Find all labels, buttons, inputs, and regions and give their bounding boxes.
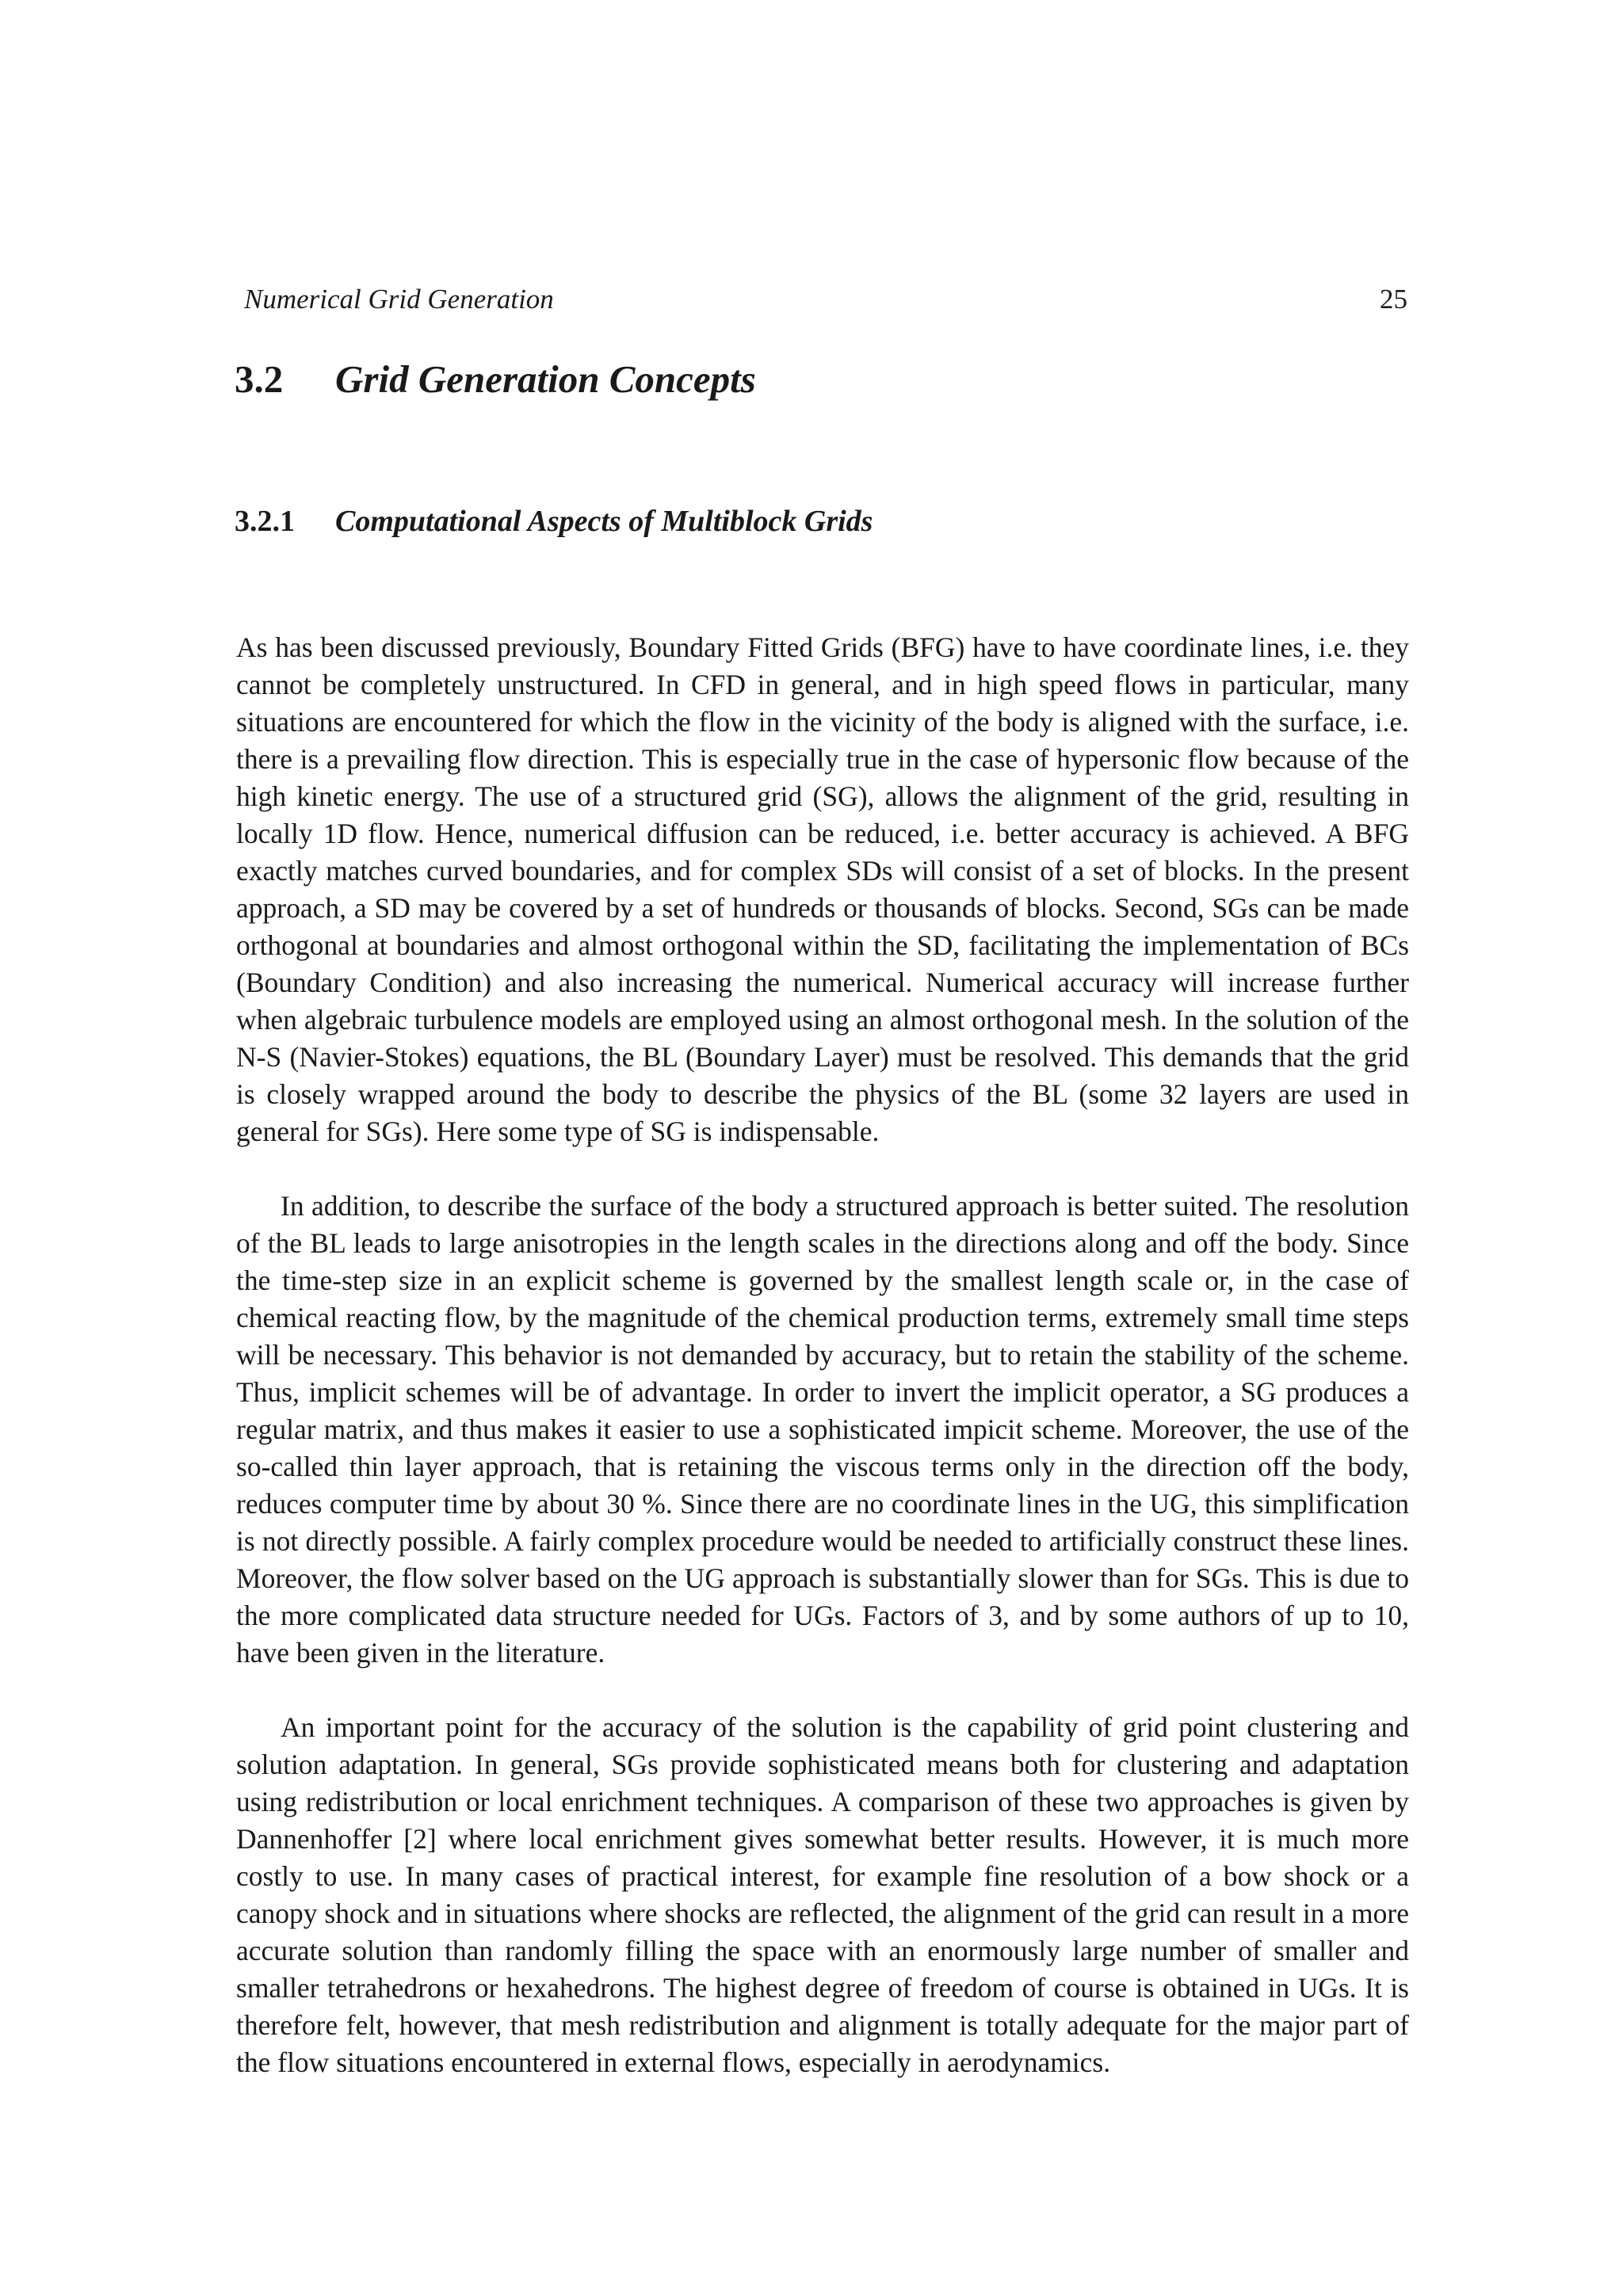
page-number: 25 bbox=[1380, 284, 1407, 315]
paragraph-2: In addition, to describe the surface of the body a structured approach is better suited. The resolution of the BL leads to large anisotropies in the length scales in the directions along and off the body. Since the time-step size in an explicit scheme is governed by the smallest length scale or, in the case of chemical reacting flow, by the magnitude of the chemical production terms, extremely small time steps will be necessary. This behavior is not demanded by accuracy, but to retain the stability of the scheme. Thus, implicit schemes will be of advantage. In order to invert the implicit operator, a SG produces a regular matrix, and thus makes it easier to use a sophisticated impicit scheme. Moreover, the use of the so-called thin layer approach, that is retaining the viscous terms only in the direction off the body, reduces computer time by about 30 %. Since there are no coordinate lines in the UG, this simplification is not directly possible. A fairly complex procedure would be needed to artificially construct these lines. Moreover, the flow solver based on the UG approach is substantially slower than for SGs. This is due to the more complicated data structure needed for UGs. Factors of 3, and by some authors of up to 10, have been given in the literature. bbox=[236, 1190, 1409, 1669]
section-number: 3.2 bbox=[235, 357, 284, 401]
subsection-number: 3.2.1 bbox=[235, 505, 295, 538]
subsection-heading bbox=[235, 501, 873, 542]
running-head bbox=[244, 280, 1407, 318]
section-heading bbox=[235, 353, 756, 406]
paragraph-1: As has been discussed previously, Boundary Fitted Grids (BFG) have to have coordinate lines, i.e. they cannot be completely unstructured. In CFD in general, and in high speed flows in particular, many situations are encountered for which the flow in the vicinity of the body is aligned with the surface, i.e. there is a prevailing flow direction. This is especially true in the case of hypersonic flow because of the high kinetic energy. The use of a structured grid (SG), allows the alignment of the grid, resulting in locally 1D flow. Hence, numerical diffusion can be reduced, i.e. better accuracy is achieved. A BFG exactly matches curved boundaries, and for complex SDs will consist of a set of blocks. In the present approach, a SD may be covered by a set of hundreds or thousands of blocks. Second, SGs can be made orthogonal at boundaries and almost orthogonal within the SD, facilitating the implementation of BCs (Boundary Condition) and also increasing the numerical. Numerical accuracy will increase further when algebraic turbulence models are employed using an almost orthogonal mesh. In the solution of the N-S (Navier-Stokes) equations, the BL (Boundary Layer) must be resolved. This demands that the grid is closely wrapped around the body to describe the physics of the BL (some 32 layers are used in general for SGs). Here some type of SG is indispensable. bbox=[236, 631, 1409, 1147]
subsection-title: Computational Aspects of Multiblock Grids bbox=[335, 505, 873, 538]
running-title: Numerical Grid Generation bbox=[244, 284, 554, 315]
body-text bbox=[236, 629, 1409, 2119]
section-title: Grid Generation Concepts bbox=[335, 357, 756, 401]
paragraph-3: An important point for the accuracy of the solution is the capability of grid point clustering and solution adaptation. In general, SGs provide sophisticated means both for clustering and adaptation using redistribution or local enrichment techniques. A comparison of these two approaches is given by Dannenhoffer [2] where local enrichment gives somewhat better results. However, it is much more costly to use. In many cases of practical interest, for example fine resolution of a bow shock or a canopy shock and in situations where shocks are reflected, the alignment of the grid can result in a more accurate solution than randomly filling the space with an enormously large number of smaller and smaller tetrahedrons or hexahedrons. The highest degree of freedom of course is obtained in UGs. It is therefore felt, however, that mesh redistribution and alignment is totally adequate for the major part of the flow situations encountered in external flows, especially in aerodynamics. bbox=[236, 1711, 1409, 2078]
